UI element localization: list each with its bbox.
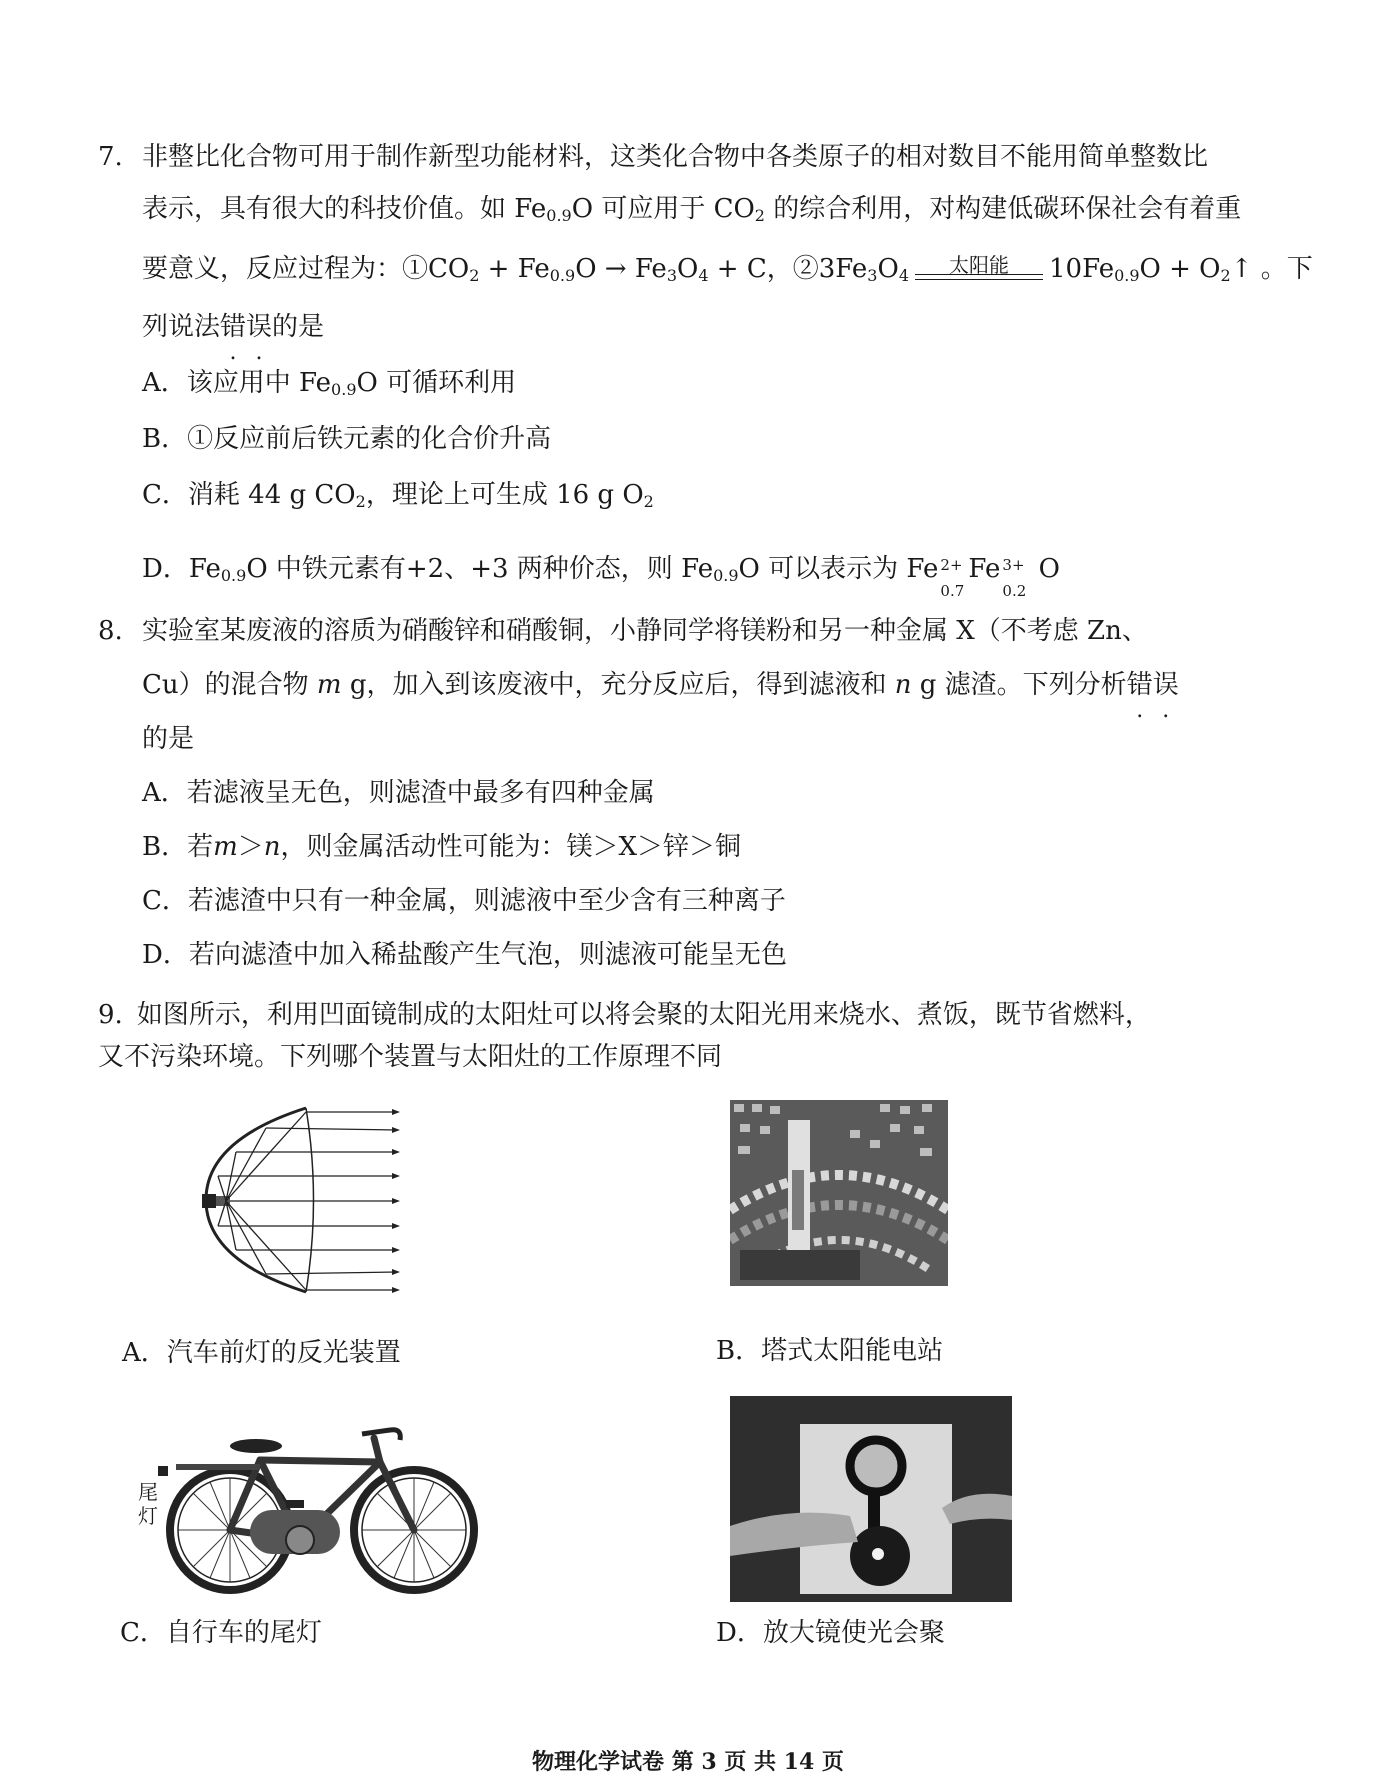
reaction-condition-sign: 太阳能 <box>915 252 1043 286</box>
figure-solar-tower-photo <box>730 1100 948 1286</box>
figure-c-caption: C．自行车的尾灯 <box>120 1618 322 1648</box>
q8-number: 8. <box>98 616 123 646</box>
figure-d-caption: D．放大镜使光会聚 <box>716 1618 945 1648</box>
q7-line-2: 表示，具有很大的科技价值。如 $Fe_{0.9}O$ 可应用于 $CO_2$ 的综合利用，对构建低碳环保社会有着重 <box>142 194 1242 225</box>
figure-headlight-reflector <box>196 1100 416 1300</box>
q8-line-2: Cu）的混合物 m g，加入到该废液中，充分反应后，得到滤液和 n g 滤渣。下列分析错误 <box>142 670 1179 700</box>
q8-option-b: B．若m＞n，则金属活动性可能为：镁＞X＞锌＞铜 <box>142 832 742 862</box>
figure-a-caption: A．汽车前灯的反光装置 <box>122 1338 401 1368</box>
q8-option-c: C．若滤渣中只有一种金属，则滤液中至少含有三种离子 <box>142 886 786 916</box>
emphasis-char: 错 <box>1126 670 1153 700</box>
q8-option-d: D．若向滤渣中加入稀盐酸产生气泡，则滤液可能呈无色 <box>142 940 787 970</box>
q7-reaction-line: 要意义，反应过程为：$①CO_2 + Fe_{0.9}O \to Fe_3O_4 + C$，$②3Fe_3O_4$ 太阳能 $10Fe_{0.9}O$ + $O_2↑$ 。下 <box>142 253 1313 285</box>
q8-line-3: 的是 <box>142 724 195 754</box>
q7-option-a: A．该应用中 $Fe_{0.9}O$ 可循环利用 <box>142 368 517 399</box>
q8-line-1: 实验室某废液的溶质为硝酸锌和硝酸铜，小静同学将镁粉和另一种金属 X（不考虑 Zn、 <box>142 616 1148 646</box>
tail-light-label: 尾灯 <box>138 1480 158 1528</box>
q7-option-d: D．$Fe_{0.9}O$ 中铁元素有+2、+3 两种价态，则 $Fe_{0.9}O$ 可以表示为 Fe 2+ 0.7 Fe 3+ 0.2 O <box>142 554 1061 600</box>
q7-line-4: 列说法错误的是 <box>142 312 325 342</box>
q7-option-b: B．①反应前后铁元素的化合价升高 <box>142 424 552 454</box>
q7-number: 7. <box>98 142 123 172</box>
figure-b-caption: B．塔式太阳能电站 <box>716 1336 944 1366</box>
figure-magnifier-photo <box>730 1396 1012 1602</box>
emphasis-char: 误 <box>1152 670 1179 700</box>
q8-option-a: A．若滤液呈无色，则滤渣中最多有四种金属 <box>142 778 655 808</box>
q9-line-2: 又不污染环境。下列哪个装置与太阳灶的工作原理不同 <box>98 1042 723 1072</box>
q7-line-1: 非整比化合物可用于制作新型功能材料，这类化合物中各类原子的相对数目不能用简单整数比 <box>142 142 1209 172</box>
page-footer: 物理化学试卷 第 3 页 共 14 页 <box>532 1749 844 1775</box>
emphasis-char: 误 <box>246 312 273 342</box>
figure-bicycle <box>130 1400 490 1600</box>
emphasis-char: 错 <box>220 312 247 342</box>
q9-line-1: 9. 如图所示，利用凹面镜制成的太阳灶可以将会聚的太阳光用来烧水、煮饭，既节省燃料， <box>98 1000 1151 1030</box>
q7-option-c: C．消耗 44 g $CO_2$，理论上可生成 16 g $O_2$ <box>142 480 654 511</box>
